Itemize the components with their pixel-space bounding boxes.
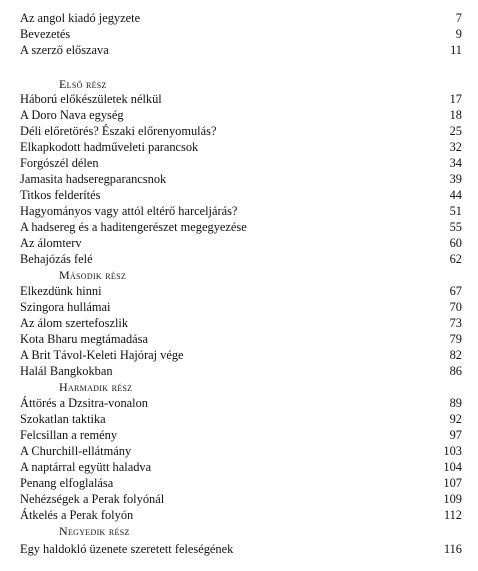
toc-entry-page: 55 [449, 220, 462, 234]
toc-entry [20, 26, 462, 42]
toc-entry-title: Nehézségek a Perak folyónál [20, 492, 165, 506]
toc-entry [20, 251, 462, 267]
toc-entry-page: 44 [449, 188, 462, 202]
toc-entry [20, 299, 462, 315]
toc-entry [20, 283, 462, 299]
toc-entry-page: 97 [449, 428, 462, 442]
toc-entry [20, 541, 462, 557]
toc-entry-title: Jamasita hadseregparancsnok [20, 172, 167, 186]
toc-entry-page: 17 [449, 92, 462, 106]
toc-entry [20, 10, 462, 26]
toc-entry-title: Elkapkodott hadműveleti parancsok [20, 140, 199, 154]
toc-entry-title: Déli előretörés? Északi előrenyomulás? [20, 124, 217, 138]
toc-entry-page: 25 [449, 124, 462, 138]
toc-entry [20, 42, 462, 58]
toc-entry [20, 411, 462, 427]
toc-entry-title: A naptárral együtt haladva [20, 460, 152, 474]
toc-entry-title: Hagyományos vagy attól eltérő harceljárás? [20, 204, 238, 218]
toc-entry [20, 155, 462, 171]
toc-entry-page: 62 [449, 252, 462, 266]
part-heading-4: Negyedik rész [59, 524, 130, 538]
toc-entry [20, 331, 462, 347]
toc-entry-title: Halál Bangkokban [20, 364, 113, 378]
part-heading-1: Első rész [59, 77, 107, 91]
toc-entry-page: 67 [449, 284, 462, 298]
toc-entry-title: Szingora hullámai [20, 300, 111, 314]
toc-entry [20, 427, 462, 443]
toc-entry-page: 60 [449, 236, 462, 250]
toc-entry [20, 475, 462, 491]
toc-entry-title: Felcsillan a remény [20, 428, 118, 442]
toc-entry-title: Átkelés a Perak folyón [20, 508, 134, 522]
toc-entry-title: A Churchill-ellátmány [20, 444, 132, 458]
toc-entry-title: A hadsereg és a haditengerészet megegyezése [20, 220, 247, 234]
toc-entry-title: A Brit Távol-Keleti Hajóraj vége [20, 348, 184, 362]
toc-entry-page: 116 [443, 542, 462, 556]
toc-entry-page: 7 [455, 11, 462, 25]
toc-entry-page: 107 [443, 476, 462, 490]
toc-entry-page: 73 [449, 316, 462, 330]
toc-entry-page: 70 [449, 300, 462, 314]
toc-entry [20, 315, 462, 331]
toc-entry-title: Bevezetés [20, 27, 71, 41]
toc-entry-title: Kota Bharu megtámadása [20, 332, 148, 346]
toc-entry [20, 91, 462, 107]
toc-entry-title: Áttörés a Dzsitra-vonalon [20, 396, 148, 410]
toc-entry-page: 18 [449, 108, 462, 122]
part-heading-3: Harmadik rész [59, 380, 133, 394]
toc-entry-page: 39 [449, 172, 462, 186]
toc-entry [20, 219, 462, 235]
toc-entry-title: Az álom szertefoszlik [20, 316, 129, 330]
toc-entry [20, 171, 462, 187]
toc-entry [20, 491, 462, 507]
toc-entry [20, 187, 462, 203]
toc-entry-page: 82 [449, 348, 462, 362]
toc-entry [20, 203, 462, 219]
toc-entry-page: 79 [449, 332, 462, 346]
toc-entry-page: 92 [449, 412, 462, 426]
toc-entry-title: Elkezdünk hinni [20, 284, 102, 298]
toc-entry-title: A szerző előszava [20, 43, 109, 57]
toc-entry-title: Egy haldokló üzenete szeretett feleségének [20, 542, 234, 556]
toc-entry-page: 109 [443, 492, 462, 506]
toc-entry-title: Titkos felderítés [20, 188, 101, 202]
toc-entry-page: 11 [450, 43, 462, 57]
toc-entry [20, 107, 462, 123]
toc-entry-title: Szokatlan taktika [20, 412, 106, 426]
toc-entry-page: 103 [443, 444, 462, 458]
toc-entry [20, 123, 462, 139]
toc-entry [20, 363, 462, 379]
toc-entry-page: 9 [455, 27, 462, 41]
toc-entry [20, 235, 462, 251]
toc-entry [20, 507, 462, 523]
toc-entry-page: 104 [443, 460, 462, 474]
toc-entry [20, 443, 462, 459]
toc-entry-title: A Doro Nava egység [20, 108, 124, 122]
toc-entry-page: 32 [449, 140, 462, 154]
toc-entry-title: Az angol kiadó jegyzete [20, 11, 141, 25]
toc-entry-page: 112 [443, 508, 462, 522]
toc-entry-title: Az álomterv [20, 236, 82, 250]
toc-entry [20, 139, 462, 155]
toc-entry-page: 89 [449, 396, 462, 410]
toc-entry-page: 86 [449, 364, 462, 378]
toc-entry-title: Háború előkészületek nélkül [20, 92, 162, 106]
toc-entry [20, 347, 462, 363]
toc-entry-title: Forgószél délen [20, 156, 99, 170]
toc-entry-title: Behajózás felé [20, 252, 93, 266]
toc-entry-page: 51 [449, 204, 462, 218]
part-heading-2: Második rész [59, 268, 127, 282]
toc-entry [20, 395, 462, 411]
toc-entry-page: 34 [449, 156, 462, 170]
toc-entry [20, 459, 462, 475]
toc-entry-title: Penang elfoglalása [20, 476, 114, 490]
